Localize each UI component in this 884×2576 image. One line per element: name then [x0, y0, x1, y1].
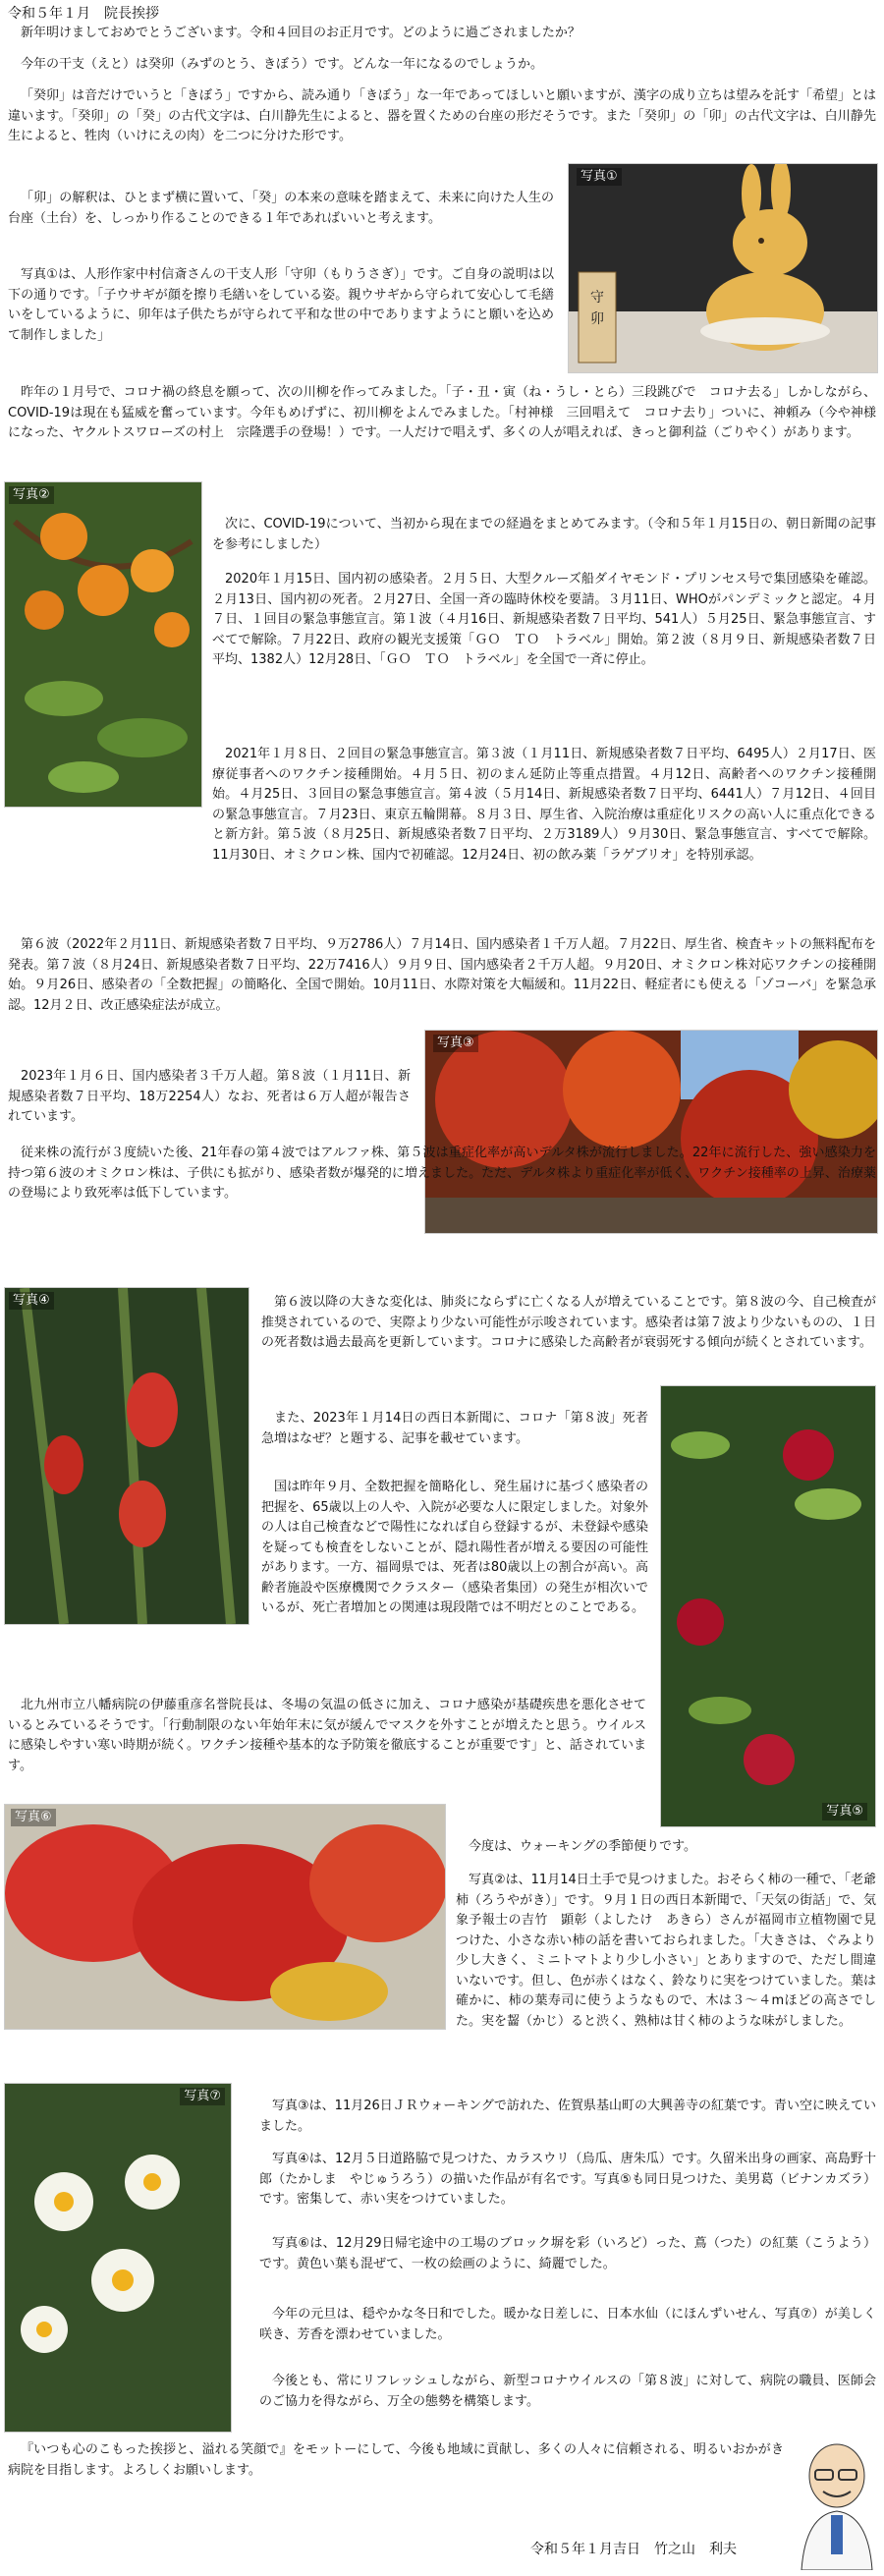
- paragraph: 今後とも、常にリフレッシュしながら、新型コロナウイルスの「第８波」に対して、病院の職員、医師会のご協力を得ながら、万全の態勢を構築します。: [259, 2374, 876, 2409]
- paragraph: 北九州市立八幡病院の伊藤重彦名誉院長は、冬場の気温の低さに加え、コロナ感染が基礎疾患を悪化させているとみているそうです。「行動制限のない年始年末に気が緩んでマスクを外すことが増えたと思う。ウイルスに感染しやすい寒い時期が続く。ワクチン接種や基本的な予防策を徹底することが重要です」と、話されています。: [8, 1698, 646, 1773]
- photo-label: 写真②: [9, 486, 54, 504]
- svg-text:卯: 卯: [590, 311, 604, 327]
- paragraph: 2023年１月６日、国内感染者３千万人超。第８波（１月11日、新規感染者数７日平均、18万2254人）なお、死者は６万人超が報告されています。: [8, 1069, 411, 1124]
- signature: 令和５年１月吉日 竹之山 利夫: [530, 2542, 737, 2557]
- paragraph: 今年の元旦は、穏やかな冬日和でした。暖かな日差しに、日本水仙（にほんずいせん、写真⑦）が美しく咲き、芳香を漂わせていました。: [259, 2307, 876, 2342]
- photo-label: 写真①: [577, 168, 622, 186]
- paragraph: 昨年の１月号で、コロナ禍の終息を願って、次の川柳を作ってみました。「子・丑・寅（ね・うし・とら）三段跳びで コロナ去る」しかしながら、COVID-19は現在も猛威を奮っています。今年もめげずに、初川柳をよんでみました。「村神様 三回唱えて コロナ去り」ついに、神頼み（今や神様になった、ヤクルトスワローズの村上 宗隆選手の登場！）です。一人だけで唱えず、多くの人が唱えれば、きっと御利益（ごりやく）があります。: [8, 385, 876, 440]
- rabbit-figure-icon: [569, 164, 877, 372]
- doctor-avatar-icon: [794, 2436, 880, 2570]
- paragraph: 写真①は、人形作家中村信斎さんの干支人形「守卯（もりうさぎ）」です。ご自身の説明は以下の通りです。「子ウサギが顔を擦り毛繕いをしている姿。親ウサギから守られて安心して毛繕いをしているように、卯年は子供たちが守られて平和な世の中でありますようにと願いを込めて制作しました」: [8, 267, 554, 343]
- paragraph: 写真⑥は、12月29日帰宅途中の工場のブロック塀を彩（いろど）った、蔦（つた）の紅葉（こうよう）です。黄色い葉も混ぜて、一枚の絵画のように、綺麗でした。: [259, 2236, 876, 2271]
- paragraph: 2020年１月15日、国内初の感染者。２月５日、大型クルーズ船ダイヤモンド・プリンセス号で集団感染を確認。２月13日、国内初の死者。２月27日、全国一斉の臨時休校を要請。３月11日、WHOがパンデミックと認定。４月７日、１回目の緊急事態宣言。第１波（４月16日、新規感染者数７日平均、541人）５月25日、緊急事態宣言、すべてで解除。７月22日、政府の観光支援策「ＧＯ ＴＯ トラベル」開始。第２波（８月９日、新規感染者数７日平均、1382人）12月28日、「ＧＯ ＴＯ トラベル」を全国で一斉に停止。: [212, 572, 876, 667]
- photo-label: 写真⑤: [822, 1803, 867, 1820]
- photo-persimmon: [4, 481, 202, 808]
- paragraph: また、2023年１月14日の西日本新聞に、コロナ「第８波」死者急増はなぜ？と題する、記事を載せています。: [261, 1411, 648, 1446]
- ivy-wall-icon: [5, 1805, 445, 2029]
- photo-binankazura: [660, 1385, 876, 1827]
- binankazura-berry-icon: [661, 1386, 875, 1826]
- paragraph: 2021年１月８日、２回目の緊急事態宣言。第３波（１月11日、新規感染者数７日平均、6495人）２月17日、医療従事者へのワクチン接種開始。４月５日、初のまん延防止等重点措置。４月12日、高齢者へのワクチン接種開始。４月25日、３回目の緊急事態宣言。第４波（５月14日、新規感染者数７日平均、6441人）７月12日、４回目の緊急事態宣言。７月23日、東京五輪開幕。８月３日、厚生省、入院治療は重症化リスクの高い人に重点化できると新方針。第５波（８月25日、新規感染者数７日平均、２万3189人）９月30日、緊急事態宣言、すべてで解除。11月30日、オミクロン株、国内で初確認。12月24日、初の飲み薬「ラゲブリオ」を特別承認。: [212, 747, 876, 863]
- paragraph: 「卯」の解釈は、ひとまず横に置いて、「癸」の本来の意味を踏まえて、未来に向けた人生の台座（土台）を、しっかり作ることのできる１年であればいいと考えます。: [8, 191, 554, 226]
- persimmon-icon: [5, 482, 201, 807]
- karasuuri-icon: [5, 1288, 249, 1624]
- svg-text:守: 守: [590, 290, 604, 306]
- paragraph: 『いつも心のこもった挨拶と、溢れる笑顔で』をモットーにして、今後も地域に貢献し、多くの人々に信頼される、明るいおかがき病院を目指します。よろしくお願いします。: [8, 2442, 784, 2478]
- paragraph: 写真③は、11月26日ＪＲウォーキングで訪れた、佐賀県基山町の大興善寺の紅葉です。青い空に映えていました。: [259, 2099, 876, 2134]
- photo-label: 写真⑥: [11, 1809, 56, 1826]
- paragraph: 今度は、ウォーキングの季節便りです。: [469, 1839, 697, 1854]
- photo-label: 写真③: [433, 1035, 478, 1052]
- page-title: 令和５年１月 院長挨拶: [8, 6, 159, 22]
- photo-label: 写真④: [9, 1292, 54, 1310]
- paragraph: 第６波（2022年２月11日、新規感染者数７日平均、９万2786人）７月14日、国内感染者１千万人超。７月22日、厚生省、検査キットの無料配布を発表。第７波（８月24日、新規感染者数７日平均、22万7416人）９月９日、国内感染者２千万人超。９月20日、オミクロン株対応ワクチンの接種開始。９月26日、感染者の「全数把握」の簡略化、全国で開始。10月11日、水際対策を大幅緩和。11月22日、軽症者にも使える「ゾコーバ」を緊急承認。12月２日、改正感染症法が成立。: [8, 937, 876, 1013]
- doctor-portrait: [794, 2436, 880, 2570]
- paragraph: 従来株の流行が３度続いた後、21年春の第４波ではアルファ株、第５波は重症化率が高いデルタ株が流行しました。22年に流行した、強い感染力を持つ第６波のオミクロン株は、子供にも拡がり、感染者数が爆発的に増えました。ただ、デルタ株より重症化率が低く、ワクチン接種率の上昇、治療薬の登場により致死率は低下しています。: [8, 1146, 876, 1201]
- paragraph: 国は昨年９月、全数把握を簡略化し、発生届けに基づく感染者の把握を、65歳以上の人や、入院が必要な人に限定しました。対象外の人は自己検査などで陽性になれば自ら登録するが、未登録や感染を疑っても検査をしないことが、隠れ陽性者が増える要因の可能性があります。一方、福岡県では、死者は80歳以上の割合が高い。高齢者施設や医療機関でクラスター（感染者集団）の発生が相次いでいるが、死亡者増加との関連は現段階では不明だとのことである。: [261, 1480, 648, 1615]
- photo-label: 写真⑦: [180, 2088, 225, 2105]
- paragraph: 写真④は、12月５日道路脇で見つけた、カラスウリ（烏瓜、唐朱瓜）です。久留米出身の画家、高島野十郎（たかしま やじゅうろう）の描いた作品が有名です。写真⑤も同日見つけた、美男葛（ビナンカズラ）です。密集して、赤い実をつけていました。: [259, 2152, 876, 2207]
- photo-karasuuri: [4, 1287, 249, 1625]
- paragraph: 第６波以降の大きな変化は、肺炎にならずに亡くなる人が増えていることです。第８波の今、自己検査が推奨されているので、実際より少ない可能性が示唆されています。感染者は第７波より少ないものの、１日の死者数は過去最高を更新しています。コロナに感染した高齢者が衰弱死する傾向が続くとされています。: [261, 1295, 876, 1350]
- paragraph: 写真②は、11月14日土手で見つけました。おそらく柿の一種で、「老爺柿（ろうやがき）」です。９月１日の西日本新聞で、「天気の街話」で、気象予報士の吉竹 顕彰（よしたけ あきら）さんが福岡市立植物園で見つけた、小さな赤い柿の話を書いておられました。「大きさは、ぐみより少し大きく、ミニトマトより少し小さい」とありますので、ただし間違いないです。但し、色が赤くはなく、鈴なりに実をつけていました。葉は確かに、柿の葉寿司に使うようなもので、木は３～４mほどの高さでした。実を齧（かじ）ると渋く、熟柿は甘く柿のような味がしました。: [456, 1873, 876, 2029]
- paragraph: 今年の干支（えと）は癸卯（みずのとう、きぼう）です。どんな一年になるのでしょうか。: [21, 57, 543, 72]
- paragraph: 新年明けましておめでとうございます。令和４回目のお正月です。どのように過ごされましたか？: [21, 26, 580, 40]
- narcissus-flower-icon: [5, 2084, 231, 2432]
- paragraph: 次に、COVID-19について、当初から現在までの経過をまとめてみます。（令和５年１月15日の、朝日新聞の記事を参考にしました）: [212, 517, 876, 552]
- photo-rabbit: [568, 163, 878, 373]
- paragraph: 「癸卯」は音だけでいうと「きぼう」ですから、読み通り「きぼう」な一年であってほしいと願いますが、漢字の成り立ちは望みを託す「希望」とは違います。「癸卯」の「癸」の古代文字は、白川静先生によると、器を置くための台座の形だそうです。また「癸卯」の「卯」の古代文字は、白川静先生によると、牲肉（いけにえの肉）を二つに分けた形です。: [8, 88, 876, 143]
- photo-narcissus: [4, 2083, 232, 2433]
- photo-ivy: [4, 1804, 446, 2030]
